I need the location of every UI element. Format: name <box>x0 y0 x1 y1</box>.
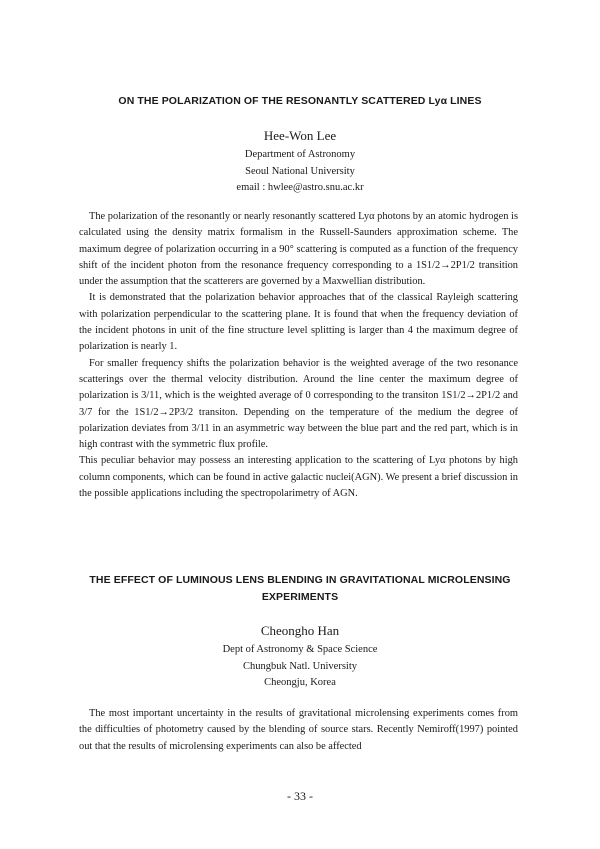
article-2-author: Cheongho Han <box>260 623 340 638</box>
article-2-abstract <box>79 706 518 755</box>
abstract-paragraph: The polarization of the resonantly or nearly resonantly scattered Lyα photons by an atomic hydrogen is calculated using the density matrix formalism in the Russell-Saunders approximation scheme. The maximum degree of polarization occurring in a 90° scattering is computed as a function of the frequency shift of the incident photon from the resonance frequency corresponding to a 1S1/2→2P1/2 transition under the assumption that the scatterers are governed by a Maxwellian distribution. <box>79 211 518 288</box>
abstract-paragraph: The most important uncertainty in the results of gravitational microlensing experiments comes from the difficulties of photometry caused by the blending of source stars. Recently Nemiroff(1997) pointed out that the results of microlensing experiments can also be affected <box>79 708 518 752</box>
title-line: EXPERIMENTS <box>261 591 339 603</box>
article-1-title: ON THE POLARIZATION OF THE RESONANTLY SCATTERED Lyα LINES <box>118 95 482 107</box>
affiliation-line: email : hwlee@astro.snu.ac.kr <box>236 182 364 193</box>
affiliation-line: Dept of Astronomy & Space Science <box>222 644 378 655</box>
article-2-title <box>60 572 540 606</box>
article-1-author: Hee-Won Lee <box>263 128 337 143</box>
affiliation-line: Seoul National University <box>245 165 355 177</box>
abstract-paragraph: It is demonstrated that the polarization behavior approaches that of the classical Rayleigh scattering with polarization perpendicular to the scattering plane. It is found that when the frequency deviation of the incident photons in unit of the fine structure level splitting is larger than 4 the maximum degree of polarization is nearly 1. <box>79 292 518 353</box>
article-1-abstract <box>79 209 518 502</box>
article-2-affiliation <box>100 642 500 692</box>
affiliation-line: Chungbuk Natl. University <box>242 660 358 672</box>
affiliation-line: Department of Astronomy <box>244 149 356 160</box>
title-line: THE EFFECT OF LUMINOUS LENS BLENDING IN GRAVITATIONAL MICROLENSING <box>89 574 511 586</box>
abstract-paragraph: This peculiar behavior may possess an interesting application to the scattering of Lyα photons by high column components, which can be found in active galactic nuclei(AGN). We present a brief discussion in the possible applications including the spectropolarimetry of AGN. <box>79 455 518 500</box>
abstract-paragraph: For smaller frequency shifts the polarization behavior is the weighted average of the two resonance scatterings over the thermal velocity distribution. Around the line center the maximum degree of polarization is 3/11, which is the weighted average of 0 corresponding to the transiton 1S1/2→2P1/2 and 3/7 for the 1S1/2→2P3/2 transiton. Depending on the temperature of the medium the degree of polarization deviates from 3/11 in an asymmetric way between the blue part and the red part, which is in high contrast with the symmetric flux profile. <box>79 357 518 451</box>
affiliation-line: Cheongju, Korea <box>264 677 336 688</box>
article-1-affiliation <box>100 147 500 197</box>
page-number: - 33 - <box>287 789 313 803</box>
